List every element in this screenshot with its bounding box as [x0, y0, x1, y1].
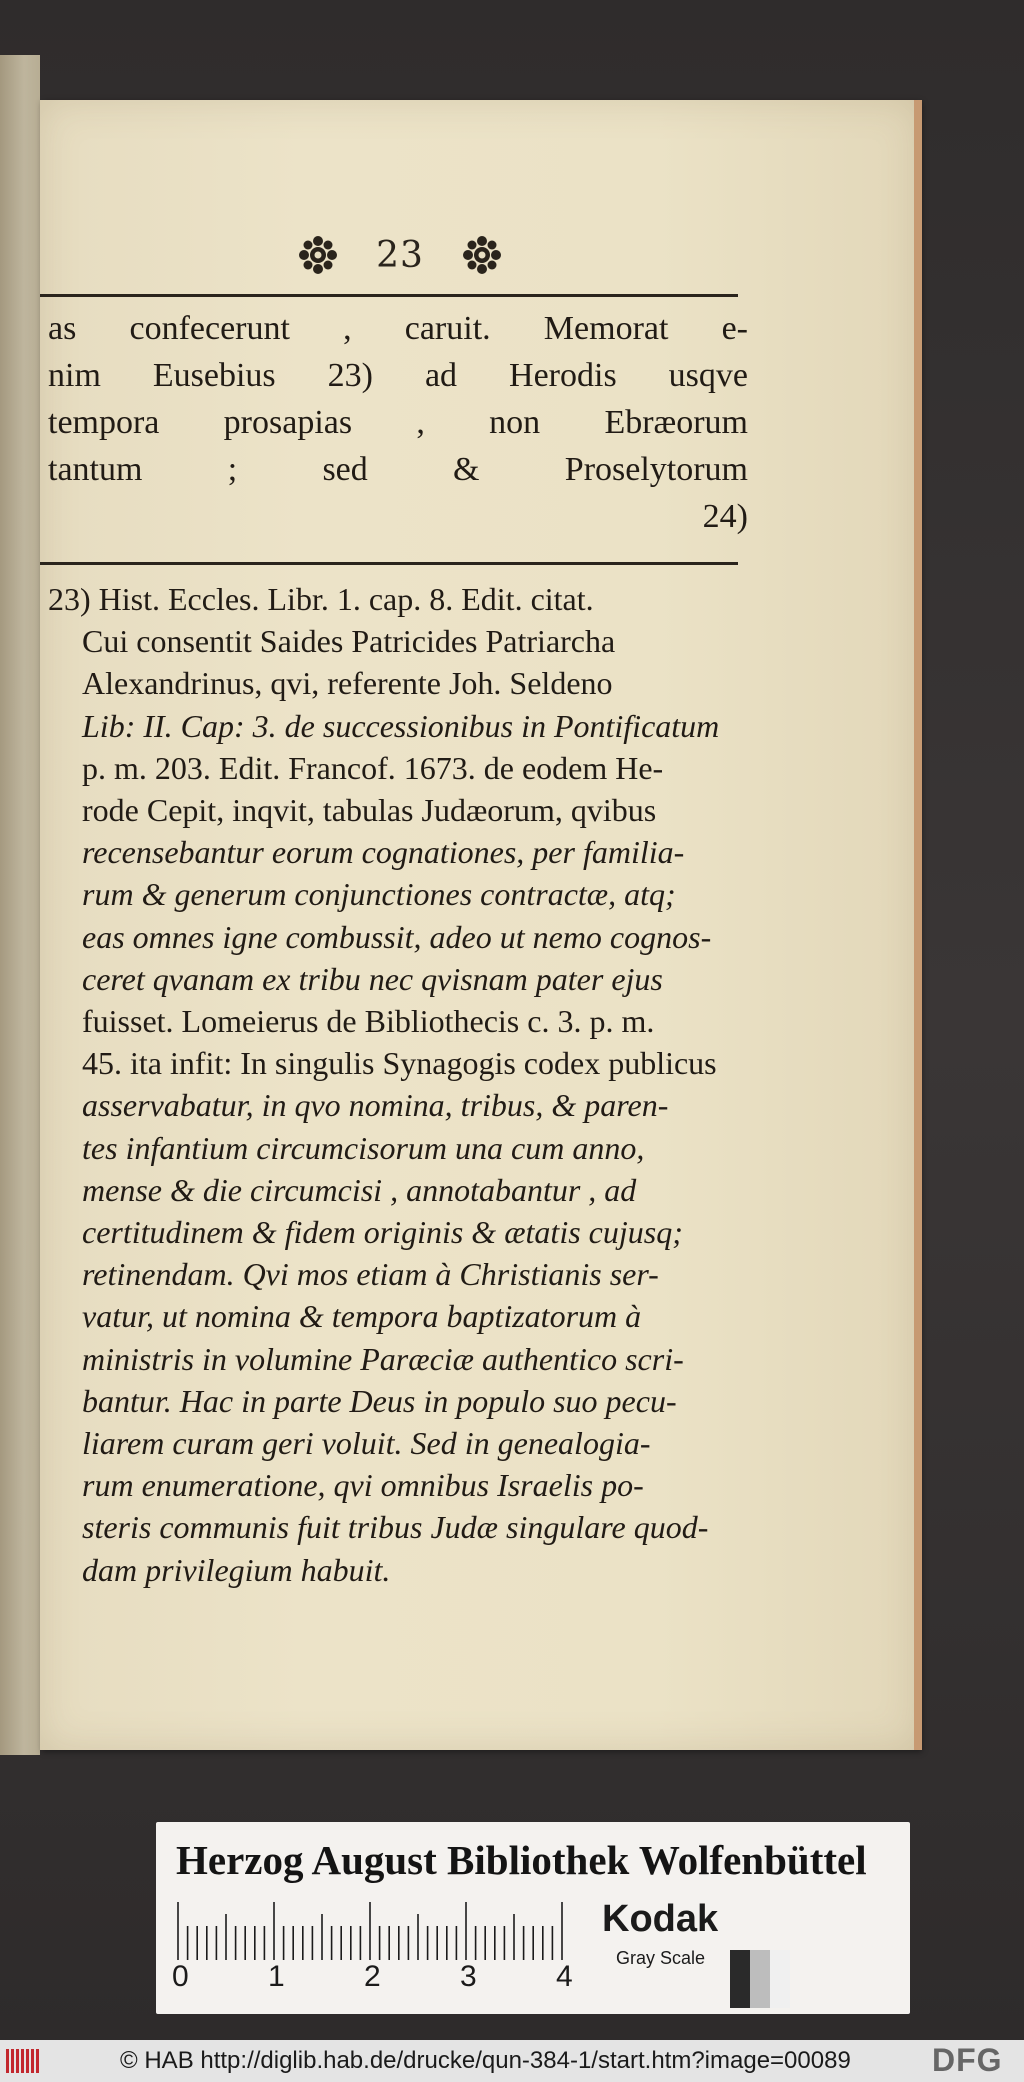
- main-text-line: tempora prosapias , non Ebræorum: [48, 404, 748, 441]
- footnote-line: retinendam. Qvi mos etiam à Christianis ser-: [82, 1256, 659, 1293]
- previous-page-edge: [0, 55, 40, 1755]
- footnote-reference: 24): [702, 498, 748, 535]
- main-text-line: as confecerunt , caruit. Memorat e-: [48, 310, 748, 347]
- footnote-line: asservabatur, in qvo nomina, tribus, & paren-: [82, 1087, 669, 1124]
- page-edge: [914, 100, 922, 1750]
- page-header: [250, 230, 550, 280]
- footnote-line: rode Cepit, inqvit, tabulas Judæorum, qvibus: [82, 792, 657, 829]
- footnote-line: liarem curam geri voluit. Sed in genealogia-: [82, 1425, 651, 1462]
- footnote-line: ministris in volumine Paræciæ authentico scri-: [82, 1340, 684, 1377]
- footnote-line: fuisset. Lomeierus de Bibliothecis c. 3. p. m.: [82, 1003, 655, 1040]
- ruler-label: 2: [364, 1960, 381, 1993]
- main-text-line: tantum ; sed & Proselytorum: [48, 451, 748, 488]
- footnote-line: Cui consentit Saides Patricides Patriarcha: [82, 623, 616, 660]
- gray-scale-label: Gray Scale: [616, 1948, 706, 1968]
- right-ornament-icon: [462, 235, 502, 275]
- footnote-line: rum & generum conjunctiones contractæ, atq;: [82, 876, 676, 913]
- footnote-line: rum enumeratione, qvi omnibus Israelis po-: [82, 1467, 644, 1504]
- footnote-line: ceret qvanam ex tribu nec qvisnam pater ejus: [82, 960, 663, 997]
- gray-patch: [750, 1950, 770, 2008]
- gray-patch: [730, 1950, 750, 2008]
- footnote: [48, 578, 748, 1591]
- footnote-line: Lib: II. Cap: 3. de successionibus in Pontificatum: [82, 707, 720, 744]
- kodak-logo: Kodak: [602, 1898, 719, 1940]
- dfg-logo: DFG: [932, 2042, 1003, 2078]
- hab-logo-icon: [6, 2049, 46, 2073]
- color-target-card: [156, 1822, 910, 2014]
- footer-bar: [0, 2040, 1024, 2082]
- header-rule: [40, 294, 738, 297]
- page-number: 23: [376, 234, 424, 276]
- library-name: Herzog August Bibliothek Wolfenbüttel: [176, 1837, 867, 1883]
- footnote-line: certitudinem & fidem originis & ætatis cujusq;: [82, 1214, 683, 1251]
- footnote-line: 45. ita infit: In singulis Synagogis codex publicus: [82, 1045, 717, 1082]
- footnote-line: vatur, ut nomina & tempora baptizatorum à: [82, 1298, 642, 1335]
- main-text-line: nim Eusebius 23) ad Herodis usqve: [48, 357, 748, 394]
- gray-patch: [770, 1950, 790, 2008]
- footnote-line: mense & die circumcisi , annotabantur , ad: [82, 1171, 637, 1208]
- footnote-line: dam privilegium habuit.: [82, 1551, 391, 1588]
- footnote-line: p. m. 203. Edit. Francof. 1673. de eodem He-: [82, 749, 664, 786]
- ruler-label: 4: [556, 1960, 573, 1993]
- gray-patches: [730, 1950, 790, 2008]
- footnote-line: steris communis fuit tribus Judæ singulare quod-: [82, 1509, 709, 1546]
- footnote-line: 23) Hist. Eccles. Libr. 1. cap. 8. Edit. citat.: [48, 581, 594, 617]
- footnote-line: recensebantur eorum cognationes, per familia-: [82, 834, 685, 871]
- footnote-line: bantur. Hac in parte Deus in populo suo pecu-: [82, 1382, 677, 1419]
- ruler-label: 3: [460, 1960, 477, 1993]
- footnote-line: tes infantium circumcisorum una cum anno,: [82, 1129, 645, 1166]
- footnote-rule: [40, 562, 738, 565]
- footnote-line: eas omnes igne combussit, adeo ut nemo cognos-: [82, 918, 712, 955]
- ruler-labels: [172, 1960, 592, 2000]
- main-text: [48, 305, 748, 540]
- footnote-line: Alexandrinus, qvi, referente Joh. Seldeno: [82, 665, 613, 702]
- ruler-label: 0: [172, 1960, 189, 1993]
- ruler-label: 1: [268, 1960, 285, 1993]
- scale-ruler: [176, 1900, 586, 1960]
- left-ornament-icon: [298, 235, 338, 275]
- source-url[interactable]: © HAB http://diglib.hab.de/drucke/qun-384-1/start.htm?image=00089: [120, 2047, 851, 2074]
